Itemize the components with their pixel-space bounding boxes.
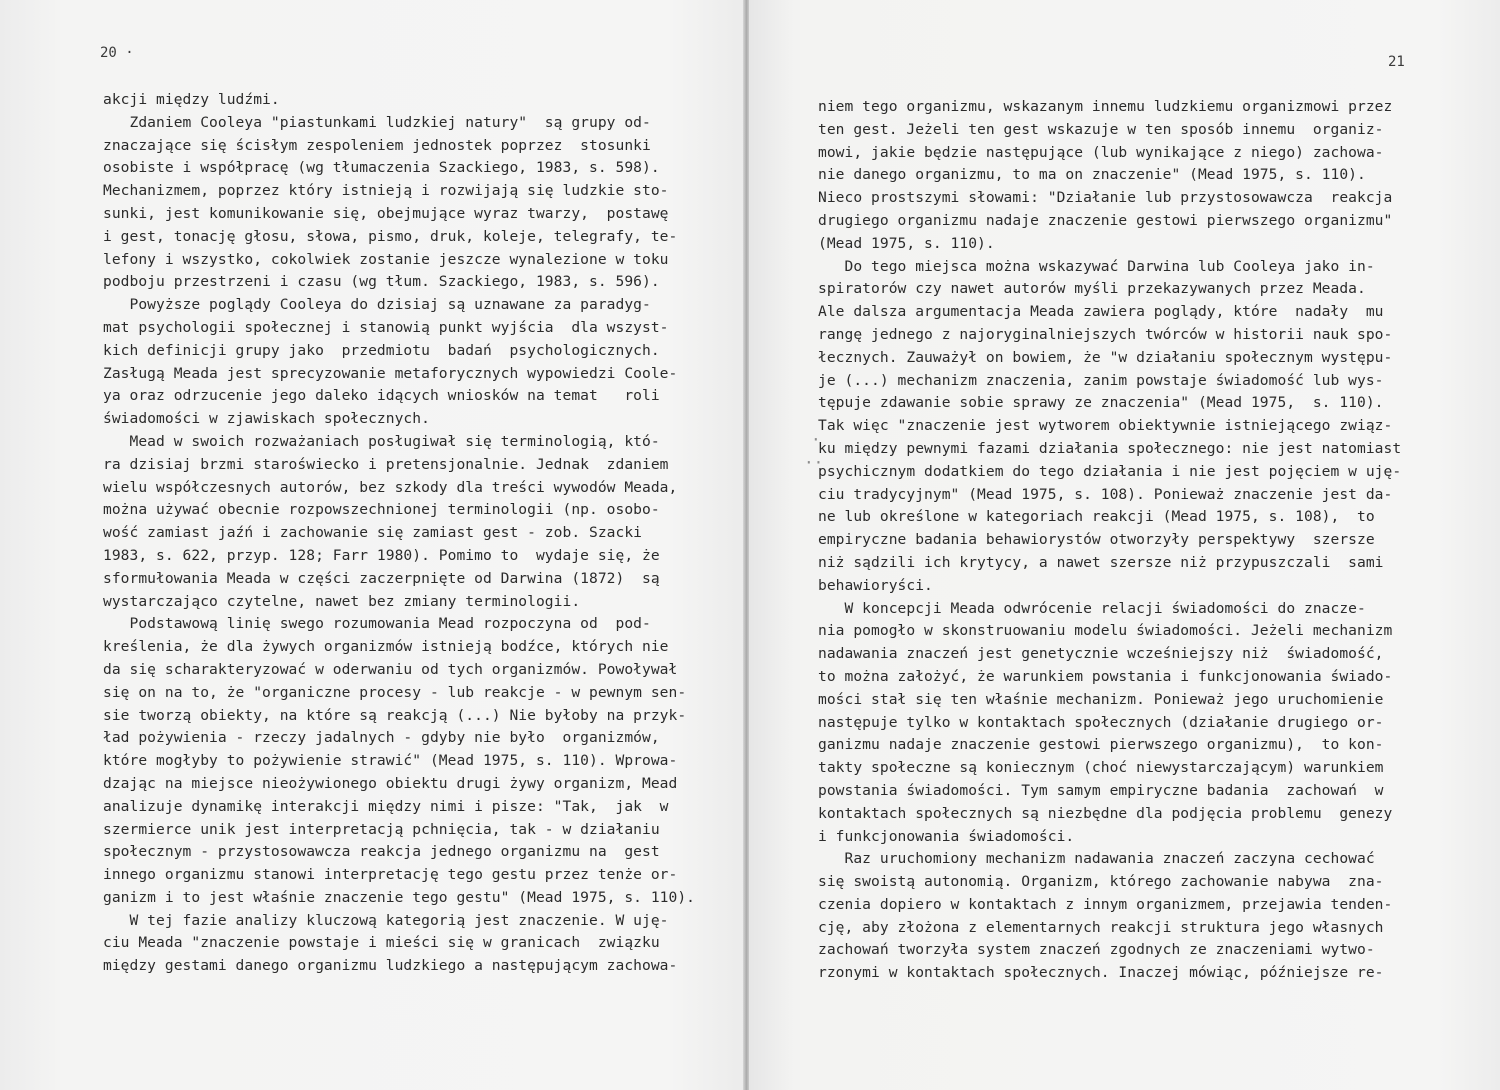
text-line: rangę jednego z najoryginalniejszych twórców w historii nauk spo- <box>818 325 1393 343</box>
text-line: sie tworzą obiekty, na które są reakcją (...) Nie byłoby na przyk- <box>103 706 687 724</box>
text-line: się swoistą autonomią. Organizm, którego zachowanie nabywa zna- <box>818 873 1384 891</box>
text-line: Podstawową linię swego rozumowania Mead rozpoczyna od pod- <box>103 615 651 633</box>
text-line: mości stał się ten właśnie mechanizm. Ponieważ jego uruchomienie <box>818 690 1384 708</box>
text-line: zachowań tworzyła system znaczeń zgodnych ze znaczeniami wytwo- <box>818 941 1375 959</box>
text-line: da się scharakteryzować w oderwaniu od tych organizmów. Powoływał <box>103 660 678 678</box>
text-line: następuje tylko w kontaktach społecznych (działanie drugiego or- <box>818 713 1384 731</box>
right-page <box>749 0 1500 1090</box>
text-line: Mead w swoich rozważaniach posługiwał się terminologią, któ- <box>103 432 660 450</box>
text-line: W tej fazie analizy kluczową kategorią jest znaczenie. W uję- <box>103 911 669 929</box>
text-line: ra dzisiaj brzmi staroświecko i pretensjonalnie. Jednak zdaniem <box>103 455 669 473</box>
text-line: podboju przestrzeni i czasu (wg tłum. Szackiego, 1983, s. 596). <box>103 273 660 291</box>
text-line: które mogłyby to pożywienie strawić" (Mead 1975, s. 110). Wprowa- <box>103 752 678 770</box>
left-page <box>0 0 745 1090</box>
text-line: lefony i wszystko, cokolwiek zostanie jeszcze wynalezione w toku <box>103 250 669 268</box>
text-line: ganizm i to jest właśnie znaczenie tego gestu" (Mead 1975, s. 110). <box>103 888 696 906</box>
text-line: kich definicji grupy jako przedmiotu badań psychologicznych. <box>103 341 660 359</box>
page-number: 21 <box>1388 54 1405 70</box>
text-line: drugiego organizmu nadaje znaczenie gestowi pierwszego organizmu" <box>818 211 1393 229</box>
margin-mark-icon: ·· <box>804 453 824 472</box>
text-line: W koncepcji Meada odwrócenie relacji świadomości do znacze- <box>818 599 1366 617</box>
text-line: ład pożywienia - rzeczy jadalnych - gdyby nie było organizmów, <box>103 729 660 747</box>
text-line: dzając na miejsce nieożywionego obiektu drugi żywy organizm, Mead <box>103 774 678 792</box>
text-line: behawioryści. <box>818 576 933 594</box>
text-line: ne lub określone w kategoriach reakcji (Mead 1975, s. 108), to <box>818 508 1375 526</box>
text-line: osobiste i współpracę (wg tłumaczenia Szackiego, 1983, s. 598). <box>103 159 660 177</box>
text-line: ciu Meada "znaczenie powstaje i mieści się w granicach związku <box>103 934 660 952</box>
text-line: rzonymi w kontaktach społecznych. Inaczej mówiąc, późniejsze re- <box>818 964 1384 982</box>
text-line: wystarczająco czytelne, nawet bez zmiany terminologii. <box>103 592 581 610</box>
text-line: mowi, jakie będzie następujące (lub wynikające z niego) zachowa- <box>818 143 1384 161</box>
text-line: psychicznym dodatkiem do tego działania i nie jest pojęciem w uję- <box>818 462 1402 480</box>
text-line: Do tego miejsca można wskazywać Darwina lub Cooleya jako in- <box>818 257 1375 275</box>
margin-mark-icon: · <box>811 430 821 449</box>
text-line: cję, aby złożona z elementarnych reakcji struktura jego własnych <box>818 918 1384 936</box>
text-line: wielu współczesnych autorów, bez szkody dla treści wywodów Meada, <box>103 478 678 496</box>
text-line: kontaktach społecznych są niezbędne dla podjęcia problemu genezy <box>818 804 1393 822</box>
text-line: Powyższe poglądy Cooleya do dzisiaj są uznawane za paradyg- <box>103 296 651 314</box>
text-line: spiratorów czy nawet autorów myśli przekazywanych przez Meada. <box>818 280 1366 298</box>
text-line: 1983, s. 622, przyp. 128; Farr 1980). Pomimo to wydaje się, że <box>103 546 660 564</box>
text-line: między gestami danego organizmu ludzkiego a następującym zachowa- <box>103 957 678 975</box>
text-line: się on na to, że "organiczne procesy - lub reakcje - w pewnym sen- <box>103 683 687 701</box>
text-line: można używać obecnie rozpowszechnionej terminologii (np. osobo- <box>103 501 660 519</box>
text-line: i funkcjonowania świadomości. <box>818 827 1075 845</box>
page-number: 20 · <box>100 45 134 61</box>
text-line: analizuje dynamikę interakcji między nimi i pisze: "Tak, jak w <box>103 797 669 815</box>
text-column <box>103 89 695 978</box>
text-line: ciu tradycyjnym" (Mead 1975, s. 108). Ponieważ znaczenie jest da- <box>818 485 1393 503</box>
text-line: (Mead 1975, s. 110). <box>818 234 995 252</box>
text-line: powstania świadomości. Tym samym empiryczne badania zachowań w <box>818 781 1384 799</box>
text-line: ku między pewnymi fazami działania społecznego: nie jest natomiast <box>818 439 1402 457</box>
text-line: ten gest. Jeżeli ten gest wskazuje w ten sposób innemu organiz- <box>818 120 1384 138</box>
text-line: Tak więc "znaczenie jest wytworem obiektywnie istniejącego związ- <box>818 417 1393 435</box>
text-line: innego organizmu stanowi interpretację tego gestu przez tenże or- <box>103 866 678 884</box>
text-line: sformułowania Meada w części zaczerpnięte od Darwina (1872) są <box>103 569 660 587</box>
text-line: niem tego organizmu, wskazanym innemu ludzkiemu organizmowi przez <box>818 98 1393 115</box>
text-line: Ale dalsza argumentacja Meada zawiera poglądy, które nadały mu <box>818 303 1384 321</box>
text-line: takty społeczne są koniecznym (choć niewystarczającym) warunkiem <box>818 759 1384 777</box>
text-line: i gest, tonację głosu, słowa, pismo, druk, koleje, telegrafy, te- <box>103 227 678 245</box>
text-line: świadomości w zjawiskach społecznych. <box>103 410 430 428</box>
text-line: wość zamiast jaźń i zachowanie się zamiast gest - zob. Szacki <box>103 524 643 542</box>
text-line: łecznych. Zauważył on bowiem, że "w działaniu społecznym występu- <box>818 348 1393 366</box>
text-line: akcji między ludźmi. <box>103 91 280 108</box>
text-line: niż sądzili ich krytycy, a nawet szersze niż przypuszczali sami <box>818 553 1384 571</box>
text-column <box>818 96 1401 985</box>
text-line: społecznym - przystosowawcza reakcja jednego organizmu na gest <box>103 843 660 861</box>
text-line: kreślenia, że dla żywych organizmów istnieją bodźce, których nie <box>103 638 669 656</box>
text-line: nia pomogło w skonstruowaniu modelu świadomości. Jeżeli mechanizm <box>818 622 1393 640</box>
text-line: Zasługą Meada jest sprecyzowanie metaforycznych wypowiedzi Coole- <box>103 364 678 382</box>
text-line: czenia dopiero w kontaktach z innym organizmem, przejawia tenden- <box>818 895 1393 913</box>
text-line: empiryczne badania behawiorystów otworzyły perspektywy szersze <box>818 531 1375 549</box>
text-line: nadawania znaczeń jest genetycznie wcześniejszy niż świadomość, <box>818 645 1384 663</box>
text-line: Nieco prostszymi słowami: "Działanie lub przystosowawcza reakcja <box>818 189 1393 207</box>
text-line: Zdaniem Cooleya "piastunkami ludzkiej natury" są grupy od- <box>103 113 651 131</box>
text-line: szermierce unik jest interpretacją pchnięcia, tak - w działaniu <box>103 820 660 838</box>
text-line: nie danego organizmu, to ma on znaczenie" (Mead 1975, s. 110). <box>818 166 1366 184</box>
text-line: tępuje zdawanie sobie sprawy ze znaczenia" (Mead 1975, s. 110). <box>818 394 1384 412</box>
text-line: mat psychologii społecznej i stanowią punkt wyjścia dla wszyst- <box>103 318 669 336</box>
text-line: je (...) mechanizm znaczenia, zanim powstaje świadomość lub wys- <box>818 371 1384 389</box>
text-line: ganizmu nadaje znaczenie gestowi pierwszego organizmu), to kon- <box>818 736 1384 754</box>
text-line: sunki, jest komunikowanie się, obejmujące wyraz twarzy, postawę <box>103 204 669 222</box>
text-line: Mechanizmem, poprzez który istnieją i rozwijają się ludzkie sto- <box>103 182 669 200</box>
text-line: znaczające się ścisłym zespoleniem jednostek poprzez stosunki <box>103 136 651 154</box>
text-line: ya oraz odrzucenie jego daleko idących wniosków na temat roli <box>103 387 660 405</box>
text-line: Raz uruchomiony mechanizm nadawania znaczeń zaczyna cechować <box>818 850 1375 868</box>
text-line: to można założyć, że warunkiem powstania i funkcjonowania świado- <box>818 667 1393 685</box>
